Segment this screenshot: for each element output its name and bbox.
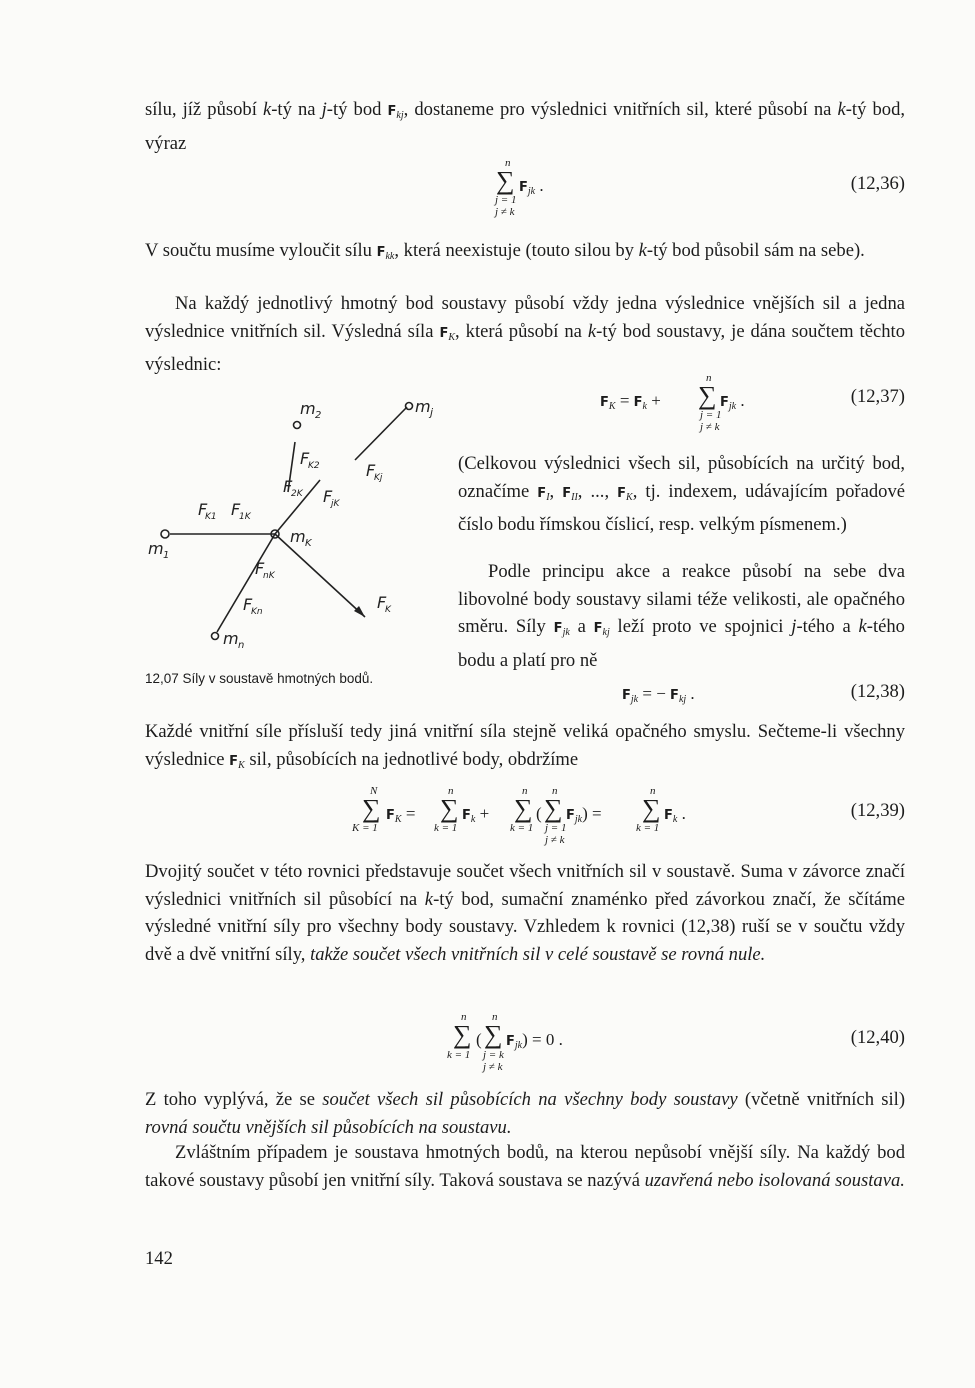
forces-diagram-svg [145, 392, 455, 667]
svg-text:K: K [305, 538, 312, 549]
svg-text:Kn: Kn [251, 607, 263, 617]
svg-text:2K: 2K [291, 489, 303, 499]
svg-text:K1: K1 [205, 512, 217, 522]
paragraph-1: sílu, jíž působí k-tý na j-tý bod $F_{kj}$, dostaneme pro výslednici vnitřních sil, které působí na k-tý bod, výraz [145, 99, 906, 154]
paragraph-7: Dvojitý součet v této rovnici představuje součet všech vnitřních sil v soustavě. Suma v závorce značí výslednici vnitřních sil působící na k-tý bod, sumační znaménko před závorkou značí, že sčítáme výsledné vnitřní síly pro všechny body soustavy. Vzhledem k rovnici (12,38) ruší se v součtu vždy dvě a dvě vnitřní síly, takže součet všech vnitřních sil v celé soustavě se rovná nule. [145, 861, 905, 965]
paragraph-3: Na každý jednotlivý hmotný bod soustavy působí vždy jedna výslednice vnějších sil a jedna výslednice vnitřních sil. Výsledná síla $F_K$, která působí na k-tý bod soustavy, je dána součtem těchto výslednic: [145, 293, 905, 375]
figure-caption: 12,07 Síly v soustavě hmotných bodů. [145, 671, 374, 686]
equation-number: (12,37) [850, 386, 905, 407]
svg-text:1: 1 [163, 550, 170, 561]
page-number: 142 [145, 1248, 173, 1269]
paragraph-5: Podle principu akce a reakce působí na sebe dva libovolné body soustavy silami téže velikosti, ale opačného směru. Síly $F_{jk}$ a $F_{kj}$ leží proto ve spojnici j-tého a k-tého bodu a platí pro ně [458, 561, 905, 671]
svg-text:K2: K2 [308, 461, 320, 471]
svg-text:Kj: Kj [374, 473, 383, 483]
forces-diagram [145, 392, 455, 667]
svg-text:F: F [283, 477, 293, 496]
svg-text:jK: jK [331, 499, 340, 509]
svg-text:K: K [385, 605, 391, 615]
paragraph-9: Zvláštním případem je soustava hmotných bodů, na kterou nepůsobí vnější síly. Na každý bod takové soustavy působí jen vnitřní síly. Taková soustava se nazývá uzavřená nebo isolovaná soustava. [145, 1142, 905, 1191]
equation-number: (12,39) [850, 800, 905, 821]
svg-text:m: m [290, 527, 306, 546]
paragraph-2: V součtu musíme vyloučit sílu $F_{kk}$, která neexistuje (touto silou by k-tý bod působil sám na sebe). [145, 240, 865, 262]
svg-text:F: F [231, 500, 241, 519]
svg-text:F: F [377, 593, 387, 612]
book-page: sílu, jíž působí k-tý na j-tý bod $F_{kj}$, dostaneme pro výslednici vnitřních sil, které působí na k-tý bod, výraz n ∑ $F_{jk}$ . j = 1 j ≠ k (12,36) V součtu musíme vyloučit sílu $F_{kk}$, která neexistuje (touto silou by k-tý bod působil sám na sebe). Na každý jednotlivý hmotný bod soustavy působí vždy jedna výslednice vnějších sil a jedna výslednice vnitřních sil. Výsledná síla $F_K$, která působí na k-tý bod soustavy, je dána součtem těchto výslednic: m 2 m j m 1 m K m n F K2 F Kj F 2K F jK F K1 F 1K F nK F Kn F K 12,07 Síly v soustavě hmotných bodů. $F_K = F_k$ + n ∑ $F_{jk}$ . j = 1 j ≠ k (12,37) (Celkovou výslednici všech sil, působících na určitý bod, označíme $F_I$, $F_{II}$, ..., $F_K$, tj. indexem, udávajícím pořadové číslo bodu římskou číslicí, resp. velkým písmenem.) Podle principu akce a reakce působí na sebe dva libovolné body soustavy silami téže velikosti, ale opačného směru. Síly $F_{jk}$ a $F_{kj}$ leží proto ve spojnici j-tého a k-tého bodu a platí pro ně $F_{jk}$ = − $F_{kj}$ . (12,38) Každé vnitřní síle přísluší tedy jiná vnitřní síla stejně veliká opačného smyslu. Sečteme-li všechny výslednice $F_K$ sil, působících na jednotlivé body, obdržíme N ∑ $F_K$ = K = 1 n ∑ $F_k$ + k = 1 n ∑ ( k = 1 n ∑ $F_{jk}$) = j = 1 j ≠ k n ∑ $F_k$ . k = 1 (12,39) Dvojitý součet v této rovnici představuje součet všech vnitřních sil v soustavě. Suma v závorce značí výslednici vnitřních sil působící na k-tý bod, sumační znaménko před závorkou značí, že sčítáme výsledné vnitřní síly pro všechny body soustavy. Vzhledem k rovnici (12,38) ruší se v součtu vždy dvě a dvě vnitřní síly, takže součet všech vnitřních sil v celé soustavě se rovná nule. n ∑ ( k = 1 n ∑ $F_{jk}) = 0$ . j = k j ≠ k (12,40) Z toho vyplývá, že se součet všech sil působících na všechny body soustavy (včetně vnitřních sil) rovná součtu vnějších sil působících na soustavu. Zvláštním případem je soustava hmotných bodů, na kterou nepůsobí vnější síly. Na každý bod takové soustavy působí jen vnitřní síly. Taková soustava se nazývá uzavřená nebo isolovaná soustava. 142 [0, 0, 975, 1388]
paragraph-6: Každé vnitřní síle přísluší tedy jiná vnitřní síla stejně veliká opačného smyslu. Sečteme-li všechny výslednice $F_K$ sil, působících na jednotlivé body, obdržíme [145, 721, 905, 771]
svg-text:1K: 1K [239, 512, 251, 522]
equation-number: (12,40) [850, 1027, 905, 1048]
svg-text:m: m [148, 539, 164, 558]
svg-text:n: n [238, 640, 245, 651]
svg-text:m: m [415, 397, 431, 416]
svg-text:m: m [300, 399, 316, 418]
svg-text:j: j [430, 406, 434, 419]
svg-text:F: F [323, 487, 333, 506]
svg-text:F: F [366, 461, 376, 480]
equation-number: (12,38) [850, 681, 905, 702]
svg-text:nK: nK [263, 571, 275, 581]
paragraph-8: Z toho vyplývá, že se součet všech sil působících na všechny body soustavy (včetně vnitřních sil) rovná součtu vnějších sil působících na soustavu. [145, 1089, 906, 1138]
svg-text:F: F [300, 449, 310, 468]
paragraph-4: (Celkovou výslednici všech sil, působících na určitý bod, označíme $F_I$, $F_{II}$, ..., $F_K$, tj. indexem, udávajícím pořadové číslo bodu římskou číslicí, resp. velkým písmenem.) [458, 453, 905, 535]
emphasis-text: takže součet všech vnitřních sil v celé soustavě se rovná nule. [310, 943, 766, 965]
svg-text:m: m [223, 629, 239, 648]
svg-text:2: 2 [315, 410, 322, 421]
equation-number: (12,36) [850, 173, 905, 194]
svg-text:F: F [243, 595, 253, 614]
svg-text:F: F [198, 500, 208, 519]
svg-text:F: F [255, 559, 265, 578]
